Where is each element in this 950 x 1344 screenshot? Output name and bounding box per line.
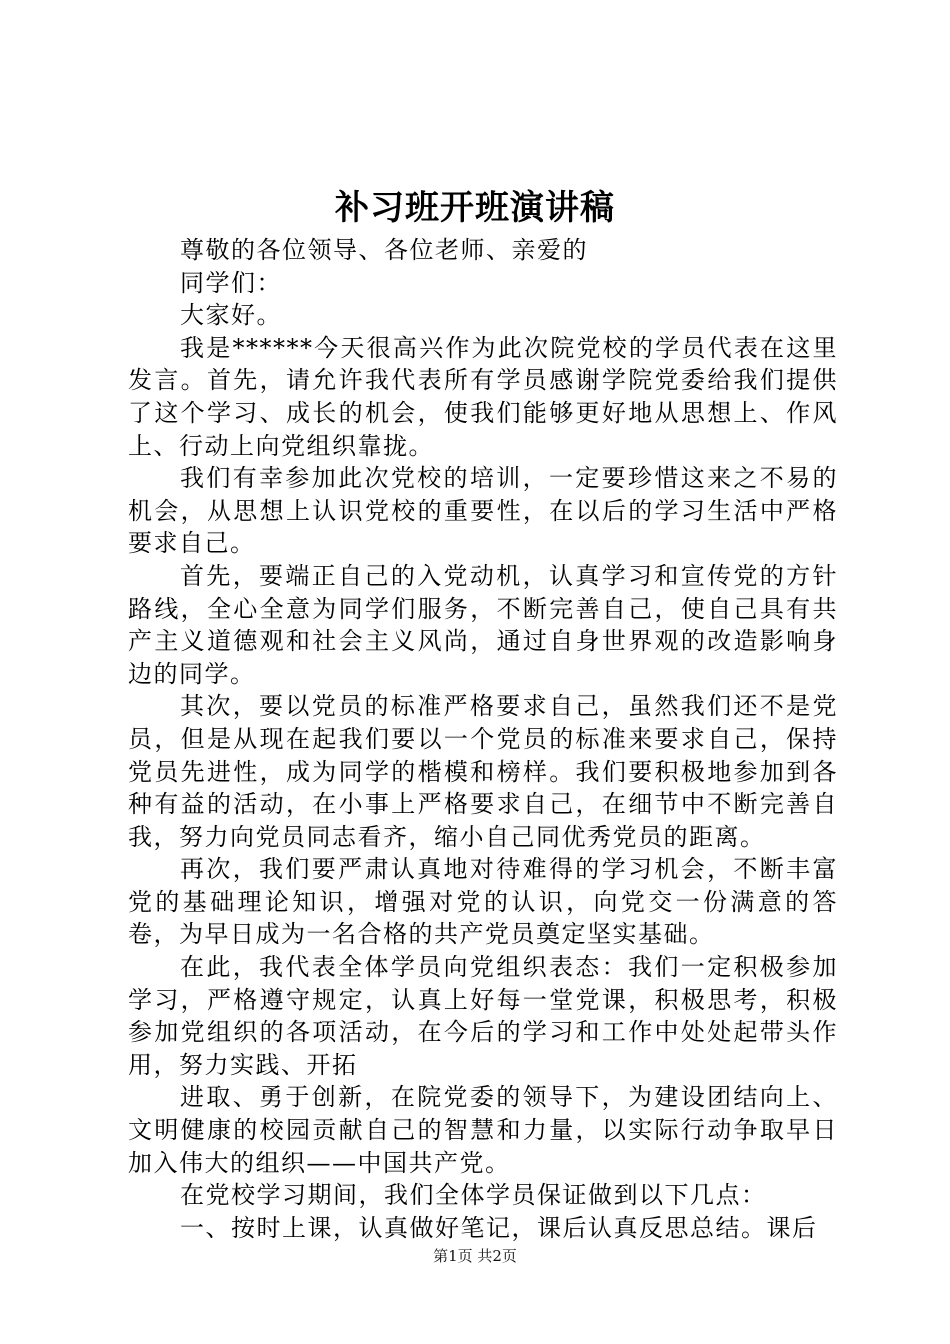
paragraph-cherish: 我们有幸参加此次党校的培训，一定要珍惜这来之不易的机会，从思想上认识党校的重要性，在以后的学习生活中严格要求自己。 — [128, 464, 838, 558]
paragraph-intro: 我是******今天很高兴作为此次院党校的学员代表在这里发言。首先，请允许我代表所有学员感谢学院党委给我们提供了这个学习、成长的机会，使我们能够更好地从思想上、作风上、行动上向党组织靠拢。 — [128, 333, 838, 460]
paragraph-pledge: 在此，我代表全体学员向党组织表态：我们一定积极参加学习，严格遵守规定，认真上好每一堂党课，积极思考，积极参加党组织的各项活动，在今后的学习和工作中处处起带头作用，努力实践、开拓 — [128, 953, 838, 1079]
paragraph-third: 再次，我们要严肃认真地对待难得的学习机会，不断丰富党的基础理论知识，增强对党的认识，向党交一份满意的答卷，为早日成为一名合格的共产党员奠定坚实基础。 — [128, 855, 838, 949]
paragraph-salutation: 尊敬的各位领导、各位老师、亲爱的 — [180, 236, 588, 264]
paragraph-first: 首先，要端正自己的入党动机，认真学习和宣传党的方针路线，全心全意为同学们服务，不断完善自己，使自己具有共产主义道德观和社会主义风尚，通过自身世界观的改造影响身边的同学。 — [128, 561, 838, 688]
paragraph-greeting: 大家好。 — [180, 301, 282, 330]
document-title: 补习班开班演讲稿 — [335, 188, 615, 228]
paragraph-pledge-cont: 进取、勇于创新，在院党委的领导下，为建设团结向上、文明健康的校园贡献自己的智慧和力量，以实际行动争取早日加入伟大的组织——中国共产党。 — [128, 1083, 838, 1177]
paragraph-guarantee: 在党校学习期间，我们全体学员保证做到以下几点： — [180, 1181, 767, 1210]
paragraph-second: 其次，要以党员的标准严格要求自己，虽然我们还不是党员，但是从现在起我们要以一个党员的标准来要求自己，保持党员先进性，成为同学的楷模和榜样。我们要积极地参加到各种有益的活动，在小事上严格要求自己，在细节中不断完善自我，努力向党员同志看齐，缩小自己同优秀党员的距离。 — [128, 692, 838, 851]
paragraph-point-one: 一、按时上课，认真做好笔记，课后认真反思总结。课后 — [180, 1213, 818, 1242]
paragraph-salutation-cont: 同学们： — [180, 268, 282, 297]
document-body — [128, 234, 838, 1244]
page-number-footer: 第1页 共2页 — [433, 1247, 517, 1265]
